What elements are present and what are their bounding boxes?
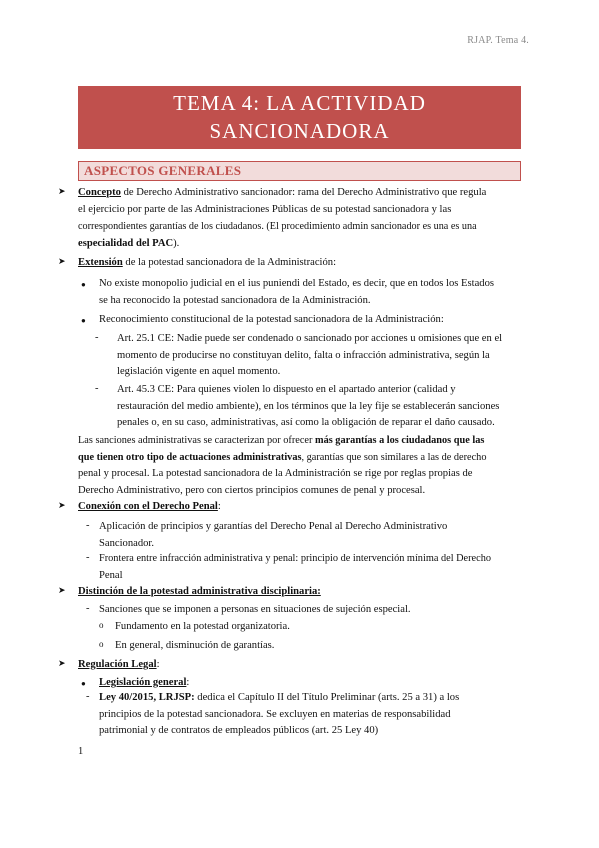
bullet-icon: ● bbox=[81, 280, 86, 289]
dash-icon: - bbox=[86, 520, 90, 531]
bullet-icon: ● bbox=[81, 316, 86, 325]
arrow-bullet-icon: ➤ bbox=[58, 658, 66, 668]
dash-icon: - bbox=[86, 691, 90, 702]
concepto-end: ). bbox=[173, 238, 180, 249]
regulacion-heading: Regulación Legal: bbox=[78, 659, 160, 670]
bullet-icon: ● bbox=[81, 679, 86, 688]
extension-dash-1: Art. 25.1 CE: Nadie puede ser condenado o sancionado por acciones u omisiones que en el momento de producirse no constituyan delito, falta o infracción administrativa, según la legislación vigente en aquel momento. bbox=[117, 333, 503, 377]
extension-bullet-1: No existe monopolio judicial en el ius puniendi del Estado, es decir, que en todos los Estados se ha reconocido la potestad sancionadora de la Administración. bbox=[99, 278, 495, 306]
conexion-heading: Conexión con el Derecho Penal: bbox=[78, 501, 221, 512]
section-heading: ASPECTOS GENERALES bbox=[84, 163, 242, 178]
extension-bullet-2: Reconocimiento constitucional de la potestad sancionadora de la Administración: bbox=[99, 314, 444, 325]
concepto-text-1: de Derecho Administrativo sancionador: rama del Derecho Administrativo que regula bbox=[120, 187, 487, 198]
arrow-bullet-icon: ➤ bbox=[58, 256, 66, 266]
circle-bullet-icon: o bbox=[99, 620, 104, 630]
concepto-line-3: correspondientes garantías de los ciudadanos. (El procedimiento admin sancionador es una es una bbox=[78, 221, 477, 232]
conexion-dash-1: Aplicación de principios y garantías del Derecho Penal al Derecho Administrativo Sancionador. bbox=[99, 521, 448, 549]
distincion-dash-1: Sanciones que se imponen a personas en situaciones de sujeción especial. bbox=[99, 604, 411, 615]
arrow-bullet-icon: ➤ bbox=[58, 585, 66, 595]
running-header: RJAP. Tema 4. bbox=[467, 35, 529, 46]
distincion-heading: Distinción de la potestad administrativa disciplinaria: bbox=[78, 586, 321, 597]
page-title bbox=[78, 86, 521, 149]
concepto-bold: especialidad del PAC bbox=[78, 238, 174, 249]
arrow-bullet-icon: ➤ bbox=[58, 186, 66, 196]
garantias-paragraph: Las sanciones administrativas se caracterizan por ofrecer más garantías a los ciudadanos que las que tienen otro tipo de actuaciones administrativas, garantías que son similares a las de derecho penal y procesal. La potestad sancionadora de la Administración se rige por reglas propias de Derecho Administrativo, pero con ciertos principios comunes de penal y procesal. bbox=[78, 435, 487, 496]
title-line-1: TEMA 4: LA ACTIVIDAD bbox=[173, 91, 426, 115]
concepto-line-2: el ejercicio por parte de las Administraciones Públicas de su potestad sancionadora y las bbox=[78, 204, 452, 215]
dash-icon: - bbox=[86, 552, 90, 563]
conexion-dash-2: Frontera entre infracción administrativa y penal: principio de intervención mínima del Derecho Penal bbox=[99, 553, 491, 581]
regulacion-dash-1: Ley 40/2015, LRJSP: dedica el Capítulo II del Título Preliminar (arts. 25 a 31) a los principios de la potestad sancionadora. Se excluyen en materias de responsabilidad patrimonial y de contratos de empleados públicos (art. 25 Ley 40) bbox=[99, 692, 460, 736]
extension-dash-2: Art. 45.3 CE: Para quienes violen lo dispuesto en el apartado anterior (calidad y restauración del medio ambiente), en los términos que la ley fije se establecerán sanciones penales o, en su caso, administrativas, así como la obligación de reparar el daño causado. bbox=[117, 384, 500, 428]
distincion-sub-1: Fundamento en la potestad organizatoria. bbox=[115, 621, 290, 632]
page-number: 1 bbox=[78, 746, 84, 757]
dash-icon: - bbox=[95, 383, 99, 394]
regulacion-bullet-1: Legislación general: bbox=[99, 677, 190, 688]
section-heading-box bbox=[78, 161, 521, 181]
extension-label: Extensión bbox=[78, 257, 123, 268]
arrow-bullet-icon: ➤ bbox=[58, 500, 66, 510]
extension-text: de la potestad sancionadora de la Administración: bbox=[122, 257, 337, 268]
distincion-sub-2: En general, disminución de garantías. bbox=[115, 640, 275, 651]
circle-bullet-icon: o bbox=[99, 639, 104, 649]
dash-icon: - bbox=[95, 332, 99, 343]
concepto-label: Concepto bbox=[78, 187, 121, 198]
title-line-2: SANCIONADORA bbox=[209, 119, 390, 143]
dash-icon: - bbox=[86, 603, 90, 614]
